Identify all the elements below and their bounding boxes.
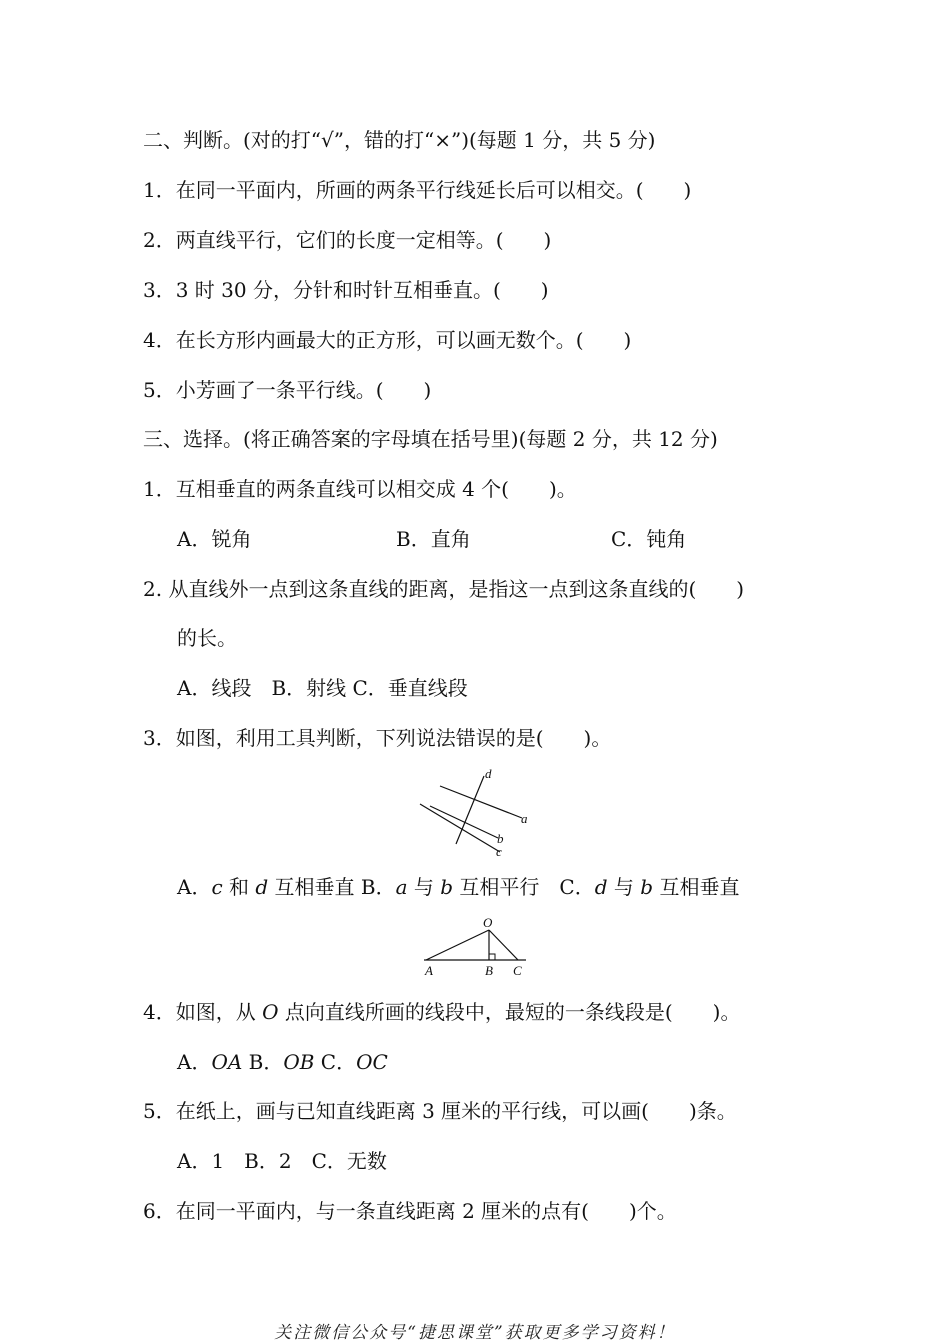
q1-option-c: C．钝角 — [611, 527, 687, 551]
q3-lines-figure — [418, 766, 538, 861]
judge-item-4: 4．在长方形内画最大的正方形，可以画无数个。( ) — [143, 328, 632, 352]
q3-options: A．c 和 d 互相垂直 B．a 与 b 互相平行 C．d 与 b 互相垂直 — [177, 875, 740, 899]
q2-stem: 2. 从直线外一点到这条直线的距离，是指这一点到这条直线的( ) — [143, 577, 745, 601]
label-b: b — [497, 831, 504, 846]
q3-stem: 3．如图，利用工具判断，下列说法错误的是( )。 — [143, 726, 612, 750]
line-b — [430, 806, 498, 838]
label-c: C — [513, 963, 522, 978]
judge-item-2: 2．两直线平行，它们的长度一定相等。( ) — [143, 228, 552, 252]
q1-stem: 1．互相垂直的两条直线可以相交成 4 个( )。 — [143, 477, 577, 501]
judge-item-3: 3．3 时 30 分，分针和时针互相垂直。( ) — [143, 278, 549, 302]
label-c: c — [496, 844, 502, 859]
q4-stem: 4．如图，从 O 点向直线所画的线段中，最短的一条线段是( )。 — [143, 1000, 741, 1024]
q4-triangle-figure — [420, 916, 530, 980]
q5-options: A．1 B．2 C．无数 — [177, 1149, 387, 1173]
judge-item-5: 5．小芳画了一条平行线。( ) — [143, 378, 432, 402]
q2-stem-cont: 的长。 — [177, 626, 237, 650]
q1-option-a: A．锐角 — [177, 527, 252, 551]
right-angle-mark — [489, 954, 495, 960]
q6-stem: 6．在同一平面内，与一条直线距离 2 厘米的点有( )个。 — [143, 1199, 677, 1223]
q1-option-b: B．直角 — [396, 527, 471, 551]
label-a: a — [521, 811, 528, 826]
label-a: A — [425, 963, 433, 978]
section2-heading: 二、判断。(对的打“√”，错的打“×”)(每题 1 分，共 5 分) — [143, 128, 656, 152]
judge-item-1: 1．在同一平面内，所画的两条平行线延长后可以相交。( ) — [143, 178, 692, 202]
segment-oc — [489, 930, 518, 960]
section3-heading: 三、选择。(将正确答案的字母填在括号里)(每题 2 分，共 12 分) — [143, 427, 718, 451]
q5-stem: 5．在纸上，画与已知直线距离 3 厘米的平行线，可以画( )条。 — [143, 1099, 737, 1123]
label-d: d — [485, 766, 492, 781]
q2-options: A．线段 B．射线 C．垂直线段 — [177, 676, 468, 700]
footer-note: 关注微信公众号“捷思课堂”获取更多学习资料！ — [274, 1323, 676, 1343]
line-c — [420, 804, 500, 852]
label-o: O — [483, 915, 493, 930]
segment-oa — [426, 930, 489, 960]
line-a — [440, 786, 522, 818]
label-b: B — [485, 963, 493, 978]
q4-options: A．OA B．OB C．OC — [177, 1050, 388, 1074]
